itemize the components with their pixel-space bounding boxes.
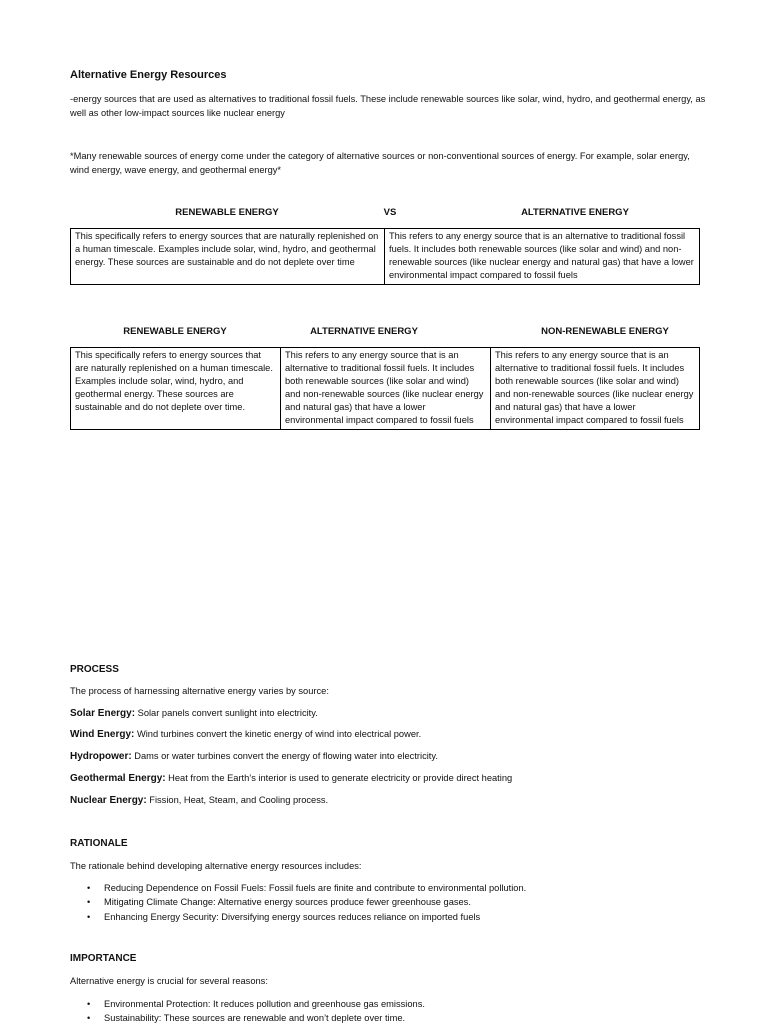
note-paragraph: *Many renewable sources of energy come under the category of alternative sources or non-conventional sources of energy. For example, solar energy, wind energy, wave energy, and geothermal energy* bbox=[70, 151, 690, 175]
process-item-nuclear bbox=[70, 795, 328, 806]
comparison2-renewable-cell: This specifically refers to energy sources that are naturally replenished on a human timescale. Examples include solar, wind, hydro, and geothermal energy. These sources are sustainable and do not deplete over time. bbox=[71, 348, 281, 430]
table-row bbox=[71, 229, 700, 285]
comparison2-nonrenewable-header: NON-RENEWABLE ENERGY bbox=[541, 326, 669, 337]
process-item-label: Wind Energy: bbox=[70, 729, 135, 740]
list-item: • Enhancing Energy Security: Diversifying energy sources reduces reliance on imported fuels bbox=[70, 910, 526, 924]
comparison2-renewable-header: RENEWABLE ENERGY bbox=[123, 326, 227, 337]
comparison1-table bbox=[70, 228, 700, 285]
comparison2-alternative-cell: This refers to any energy source that is an alternative to traditional fossil fuels. It includes both renewable sources (like solar and wind) and non-renewable sources (like nuclear energy and natural gas) that have a lower environmental impact compared to fossil fuels bbox=[281, 348, 491, 430]
process-item-hydro bbox=[70, 751, 438, 762]
process-item-text: Wind turbines convert the kinetic energy of wind into electrical power. bbox=[134, 729, 422, 739]
rationale-heading: RATIONALE bbox=[70, 838, 128, 849]
rationale-list bbox=[70, 881, 526, 924]
process-item-text: Fission, Heat, Steam, and Cooling process. bbox=[146, 795, 329, 805]
comparison1-alternative-header: ALTERNATIVE ENERGY bbox=[521, 207, 629, 218]
process-item-label: Geothermal Energy: bbox=[70, 773, 166, 784]
process-item-text: Heat from the Earth’s interior is used to generate electricity or provide direct heating bbox=[165, 773, 513, 783]
process-item-label: Nuclear Energy: bbox=[70, 795, 147, 806]
rationale-intro: The rationale behind developing alternative energy resources includes: bbox=[70, 861, 362, 871]
comparison1-alternative-cell: This refers to any energy source that is an alternative to traditional fossil fuels. It includes both renewable sources (like solar and wind) and non-renewable sources (like nuclear energy and natural gas) that have a lower environmental impact compared to fossil fuels bbox=[385, 229, 700, 285]
process-intro: The process of harnessing alternative energy varies by source: bbox=[70, 686, 329, 696]
comparison2-nonrenewable-cell: This refers to any energy source that is an alternative to traditional fossil fuels. It includes both renewable sources (like solar and wind) and non-renewable sources (like nuclear energy and natural gas) that have a lower environmental impact compared to fossil fuels bbox=[491, 348, 700, 430]
process-item-text: Dams or water turbines convert the energy of flowing water into electricity. bbox=[131, 751, 438, 761]
list-item: • Reducing Dependence on Fossil Fuels: Fossil fuels are finite and contribute to environmental pollution. bbox=[70, 881, 526, 895]
process-heading: PROCESS bbox=[70, 664, 119, 675]
document-title: Alternative Energy Resources bbox=[70, 69, 227, 81]
comparison1-renewable-cell: This specifically refers to energy sources that are naturally replenished on a human timescale. Examples include solar, wind, hydro, and geothermal energy. These sources are sustainable and do not deplete over time bbox=[71, 229, 385, 285]
comparison1-vs-label: VS bbox=[383, 207, 397, 218]
importance-heading: IMPORTANCE bbox=[70, 953, 137, 964]
comparison1-renewable-header: RENEWABLE ENERGY bbox=[175, 207, 279, 218]
comparison2-alternative-header: ALTERNATIVE ENERGY bbox=[310, 326, 418, 337]
definition-paragraph: -energy sources that are used as alternatives to traditional fossil fuels. These include renewable sources like solar, wind, hydro, and geothermal energy, as well as other low-impact sources like nuclear energy bbox=[70, 94, 706, 118]
list-item: • Environmental Protection: It reduces pollution and greenhouse gas emissions. bbox=[70, 997, 425, 1011]
process-item-label: Hydropower: bbox=[70, 751, 132, 762]
process-item-label: Solar Energy: bbox=[70, 708, 136, 719]
process-item-geothermal bbox=[70, 773, 512, 784]
process-item-solar bbox=[70, 708, 318, 719]
process-item-text: Solar panels convert sunlight into electricity. bbox=[135, 708, 318, 718]
importance-intro: Alternative energy is crucial for several reasons: bbox=[70, 976, 268, 986]
list-item: • Mitigating Climate Change: Alternative energy sources produce fewer greenhouse gases. bbox=[70, 895, 526, 909]
comparison2-table bbox=[70, 347, 700, 430]
importance-list bbox=[70, 997, 425, 1026]
process-item-wind bbox=[70, 729, 421, 740]
list-item: • Sustainability: These sources are renewable and won’t deplete over time. bbox=[70, 1011, 425, 1025]
table-row bbox=[71, 348, 700, 430]
